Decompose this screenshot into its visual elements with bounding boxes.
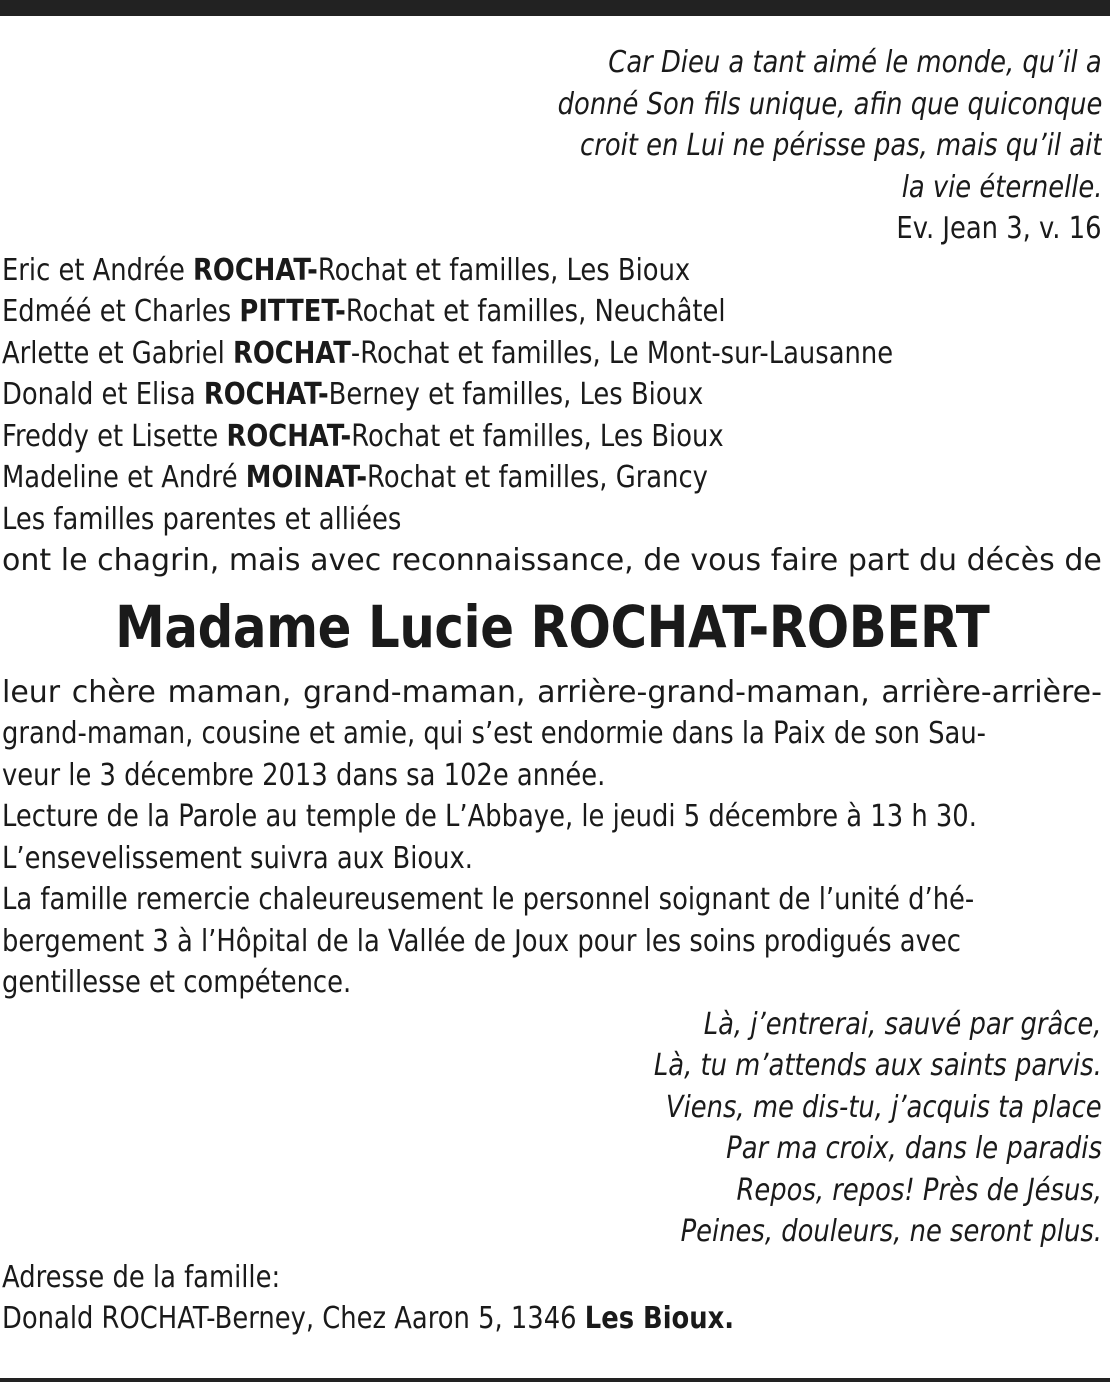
family-rest: Rochat et familles, Les Bioux — [317, 252, 691, 288]
relatives-line: Les familles parentes et alliées — [2, 501, 402, 537]
family-surname: ROCHAT- — [226, 418, 352, 454]
family-surname: ROCHAT — [232, 335, 351, 371]
family-line — [2, 291, 1102, 333]
verse-bottom-line: Repos, repos! Près de Jésus, — [736, 1172, 1102, 1208]
bottom-rule — [0, 1378, 1110, 1382]
word: vous — [690, 543, 762, 578]
family-rest: Rochat et familles, Neuchâtel — [345, 294, 726, 329]
body-line: bergement 3 à l’Hôpital de la Vallée de Joux pour les soins prodigués avec — [2, 923, 961, 959]
family-surname: PITTET- — [239, 294, 346, 329]
word: maman, — [167, 674, 292, 710]
verse-bottom — [2, 1004, 1102, 1253]
word: le — [60, 543, 88, 578]
family-line — [2, 374, 1102, 416]
body-line: grand-maman, cousine et amie, qui s’est endormie dans la Paix de son Sau- — [2, 716, 986, 751]
family-rest: Rochat et familles, Les Bioux — [351, 418, 724, 454]
family-first-names: Eric et Andrée — [2, 252, 194, 288]
family-rest: Berney et familles, Les Bioux — [328, 377, 704, 412]
address-line: Donald ROCHAT-Berney, Chez Aaron 5, 1346 Les Bioux. — [2, 1301, 735, 1336]
family-line — [2, 250, 1102, 292]
family-line — [2, 333, 1102, 375]
family-first-names: Madeline et André — [2, 460, 246, 495]
word: ont — [2, 543, 52, 578]
verse-top-line: donné Son fils unique, afin que quiconque — [557, 86, 1102, 122]
body-line: Lecture de la Parole au temple de L’Abbaye, le jeudi 5 décembre à 13 h 30. — [2, 799, 977, 834]
word: du — [918, 543, 958, 578]
body-line: gentillesse et compétence. — [2, 965, 352, 1000]
word: mais — [228, 543, 301, 578]
deceased-name-block — [2, 582, 1102, 672]
word: décès — [966, 543, 1055, 578]
family-line — [2, 416, 1102, 458]
family-rest: Rochat et familles, Grancy — [367, 460, 708, 495]
word: chagrin, — [97, 543, 220, 578]
verse-bottom-line: Peines, douleurs, ne seront plus. — [680, 1214, 1102, 1249]
top-rule — [0, 0, 1110, 16]
word: arrière-grand-maman, — [537, 674, 870, 710]
address-label: Adresse de la famille: — [2, 1259, 281, 1295]
word: chère — [71, 674, 156, 710]
announcement-line — [2, 540, 1102, 582]
verse-top-line: la vie éternelle. — [901, 169, 1102, 205]
word: reconnaissance, — [390, 543, 634, 578]
verse-top-line: croit en Lui ne périsse pas, mais qu’il ait — [579, 128, 1102, 163]
notice-body — [2, 672, 1102, 1004]
word: part — [847, 543, 910, 578]
word: de — [1064, 543, 1102, 578]
body-line: veur le 3 décembre 2013 dans sa 102e année. — [2, 757, 606, 793]
family-first-names: Arlette et Gabriel — [2, 335, 233, 371]
body-line: La famille remercie chaleureusement le personnel soignant de l’unité d’hé- — [2, 882, 975, 917]
verse-top-reference: Ev. Jean 3, v. 16 — [896, 211, 1102, 246]
verse-top-line: Car Dieu a tant aimé le monde, qu’il a — [608, 45, 1102, 80]
family-surname: ROCHAT- — [203, 377, 329, 412]
word: leur — [2, 674, 61, 710]
family-first-names: Freddy et Lisette — [2, 418, 227, 454]
family-surname: ROCHAT- — [193, 252, 318, 288]
verse-bottom-line: Viens, me dis-tu, j’acquis ta place — [666, 1089, 1102, 1125]
family-first-names: Donald et Elisa — [2, 377, 204, 412]
word: arrière-arrière- — [881, 674, 1102, 710]
verse-bottom-line: Là, j’entrerai, sauvé par grâce, — [704, 1006, 1102, 1042]
body-line: L’ensevelissement suivra aux Bioux. — [2, 840, 473, 876]
word: de — [643, 543, 681, 578]
family-rest: -Rochat et familles, Le Mont-sur-Lausanne — [350, 335, 894, 371]
word: faire — [770, 543, 839, 578]
word: grand-maman, — [302, 674, 526, 710]
family-surname: MOINAT- — [245, 460, 368, 495]
address-locality: Les Bioux. — [584, 1301, 735, 1336]
families-list — [2, 250, 1102, 541]
word: avec — [310, 543, 382, 578]
family-line — [2, 457, 1102, 499]
deceased-name: Madame Lucie ROCHAT-ROBERT — [114, 592, 990, 661]
body-line — [2, 672, 1102, 714]
verse-bottom-line: Là, tu m’attends aux saints parvis. — [654, 1048, 1102, 1083]
verse-top — [2, 42, 1102, 250]
obituary-notice — [2, 42, 1102, 1340]
family-address — [2, 1257, 1102, 1340]
family-first-names: Edméé et Charles — [2, 294, 240, 329]
verse-bottom-line: Par ma croix, dans le paradis — [726, 1131, 1102, 1166]
